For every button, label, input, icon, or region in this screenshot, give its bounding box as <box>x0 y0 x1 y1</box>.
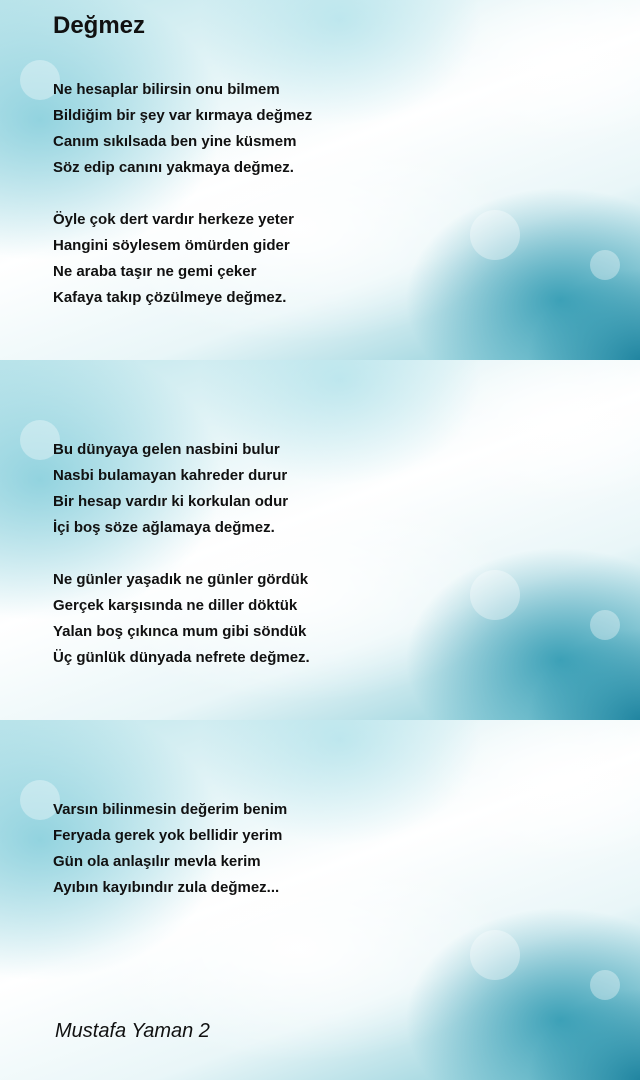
poem-panel-3 <box>0 720 640 1080</box>
bokeh-light <box>590 250 620 280</box>
poem-line: Ne araba taşır ne gemi çeker <box>53 263 257 280</box>
stanza-5 <box>53 797 287 901</box>
poem-line: Bildiğim bir şey var kırmaya değmez <box>53 107 313 124</box>
poem-panel-2 <box>0 360 640 720</box>
poem-line: Söz edip canını yakmaya değmez. <box>53 159 294 176</box>
poem-line: Canım sıkılsada ben yine küsmem <box>53 133 297 150</box>
poem-line: Bu dünyaya gelen nasbini bulur <box>53 441 280 458</box>
poem-line: Hangini söylesem ömürden gider <box>53 237 290 254</box>
stanza-3 <box>53 437 288 541</box>
stanza-1 <box>53 77 312 181</box>
poem-line: İçi boş söze ağlamaya değmez. <box>53 519 275 536</box>
bokeh-light <box>470 930 520 980</box>
poem-line: Ne hesaplar bilirsin onu bilmem <box>53 81 280 98</box>
poem-line: Kafaya takıp çözülmeye değmez. <box>53 289 287 306</box>
poem-line: Ayıbın kayıbındır zula değmez... <box>53 879 280 896</box>
poem-title: Değmez <box>53 12 146 39</box>
poem-panel-1 <box>0 0 640 360</box>
poem-line: Ne günler yaşadık ne günler gördük <box>53 571 309 588</box>
stanza-2 <box>53 207 294 311</box>
poem-line: Varsın bilinmesin değerim benim <box>53 801 288 818</box>
poem-line: Yalan boş çıkınca mum gibi söndük <box>53 623 307 640</box>
poem-line: Üç günlük dünyada nefrete değmez. <box>53 649 310 666</box>
bokeh-light <box>590 970 620 1000</box>
poem-line: Nasbi bulamayan kahreder durur <box>53 467 288 484</box>
bokeh-light <box>470 210 520 260</box>
poem-author: Mustafa Yaman 2 <box>55 1020 210 1042</box>
poem-line: Gerçek karşısında ne diller döktük <box>53 597 298 614</box>
bokeh-light <box>590 610 620 640</box>
poem-line: Gün ola anlaşılır mevla kerim <box>53 853 261 870</box>
stanza-4 <box>53 567 310 671</box>
poem-line: Öyle çok dert vardır herkeze yeter <box>53 211 294 228</box>
bokeh-light <box>470 570 520 620</box>
poem-line: Bir hesap vardır ki korkulan odur <box>53 493 289 510</box>
poem-line: Feryada gerek yok bellidir yerim <box>53 827 283 844</box>
